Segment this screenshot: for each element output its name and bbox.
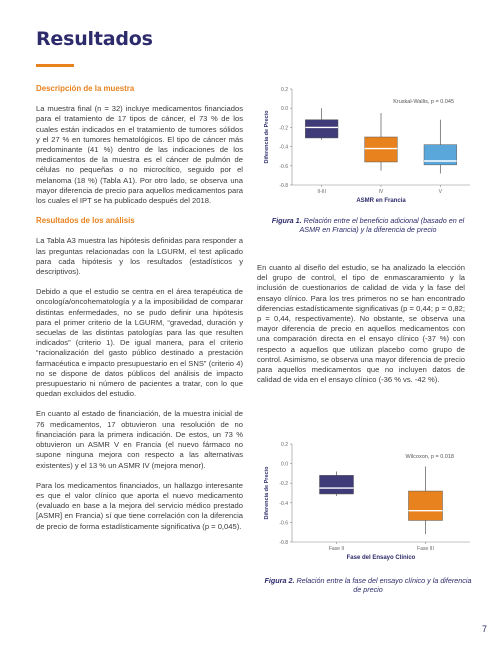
- box-fase-iii: [409, 491, 443, 520]
- y-axis-label: Diferencia de Precio: [264, 466, 270, 520]
- boxplot-asmr: [258, 83, 478, 213]
- x-tick-label: IV: [378, 189, 384, 195]
- box-iv: [365, 137, 398, 162]
- paragraph-sample: La muestra final (n = 32) incluye medicamentos financiados para el tratamiento de 17 tipos de cáncer, el 73 % de los cuales están indicados en el tratamiento de tumores sólidos y el 27 % en tumores hematológicos. El tipo de cáncer más predominante (41 %) dentro de las indicaciones de los medicamentos de la muestra es el cáncer de pulmón de células no pequeñas o no microcítico, seguido por el melanoma (18 %) (Tabla A1). Por otro lado, se observa una mayor diferencia de precio para aquellos medicamentos para los cuales el IPT se ha publicado después del 2018.: [36, 104, 243, 206]
- boxplot-phase: [258, 438, 478, 570]
- right-column: [257, 263, 465, 395]
- y-tick-label: 0.2: [281, 442, 288, 448]
- title-underline: [36, 64, 74, 67]
- y-tick-label: 0.0: [281, 461, 288, 468]
- box-fase-ii: [320, 475, 354, 494]
- y-tick-label: -0.6: [279, 163, 288, 170]
- figure-1-label: Figura 1.: [271, 216, 302, 225]
- box-v: [424, 145, 457, 165]
- y-tick-label: -0.8: [279, 183, 288, 189]
- paragraph-asmr: Para los medicamentos financiados, un hallazgo interesante es que el valor clínico que aporta el nuevo medicamento (evaluado en base a la mejora del servicio médico prestado [ASMR] en Francia) sí que tiene correlación con la diferencia de precio de forma estadísticamente significativa (p = 0,045).: [36, 480, 243, 531]
- page-title: Resultados: [36, 28, 153, 50]
- box-ii-iii: [305, 120, 338, 138]
- figure-1-caption: [262, 216, 474, 235]
- y-tick-label: -0.2: [279, 481, 288, 488]
- page-number: 7: [481, 624, 487, 634]
- y-tick-label: 0.0: [281, 106, 288, 113]
- paragraph-table-a3: La Tabla A3 muestra las hipótesis definidas para responder a las preguntas relacionadas con la LGURM, el test aplicado para cada hipótesis y los resultados (estadísticos y descriptivos).: [36, 236, 243, 277]
- left-column: [36, 84, 243, 542]
- x-tick-label: V: [438, 189, 443, 195]
- paragraph-criteria: Debido a que el estudio se centra en el área terapéutica de oncología/oncohematología y a la imposibilidad de comparar distintas enfermedades, no se pudo definir una hipótesis para el primer criterio de la LGURM, “gravedad, duración y secuelas de las distintas patologías para las que resulten indicados” (criterio 1). De igual manera, para el criterio “racionalización del gasto público destinado a prestación farmacéutica e impacto presupuestario en el SNS” (criterio 4) no se dispone de datos públicos del análisis de impacto presupuestario ni número de pacientes a tratar, con lo que quedan excluidos del estudio.: [36, 287, 243, 399]
- y-tick-label: -0.4: [279, 500, 288, 507]
- figure-1-caption-text: Relación entre el beneficio adicional (basado en el ASMR en Francia) y la diferencia de precio: [299, 216, 465, 235]
- figure-2-label: Figura 2.: [264, 576, 295, 585]
- paragraph-study-design: En cuanto al diseño del estudio, se ha analizado la elección del grupo de control, el tipo de enmascaramiento y la inclusión de cuestionarios de calidad de vida y la fase del ensayo clínico. Para los tres primeros no se han encontrado diferencias estadísticamente significativas (p = 0,44; p = 0,82; p = 0,44, respectivamente). No obstante, se observa una mayor diferencia de precio en aquellos medicamentos con una comparación directa en el ensayo clínico (-37 %) con respecto a aquellos que utilizan placebo como grupo de control. Asimismo, se observa una mayor diferencia de precio para aquellos medicamentos que no incluyen datos de calidad de vida en el ensayo clínico (-36 % vs. -42 %).: [257, 263, 465, 385]
- x-tick-label: II-III: [317, 189, 326, 195]
- y-tick-label: -0.6: [279, 520, 288, 527]
- section-heading-results: Resultados de los análisis: [36, 216, 135, 226]
- stat-annotation: Kruskal-Wallis, p = 0.045: [393, 99, 454, 105]
- y-tick-label: -0.4: [279, 144, 288, 151]
- x-tick-label: Fase II: [328, 546, 345, 552]
- stat-annotation: Wilcoxon, p = 0.018: [405, 454, 454, 460]
- y-tick-label: 0.2: [281, 87, 288, 93]
- figure-2-chart: [258, 438, 478, 570]
- section-heading-sample: Descripción de la muestra: [36, 84, 135, 93]
- x-axis-label: Fase del Ensayo Clínico: [346, 555, 416, 561]
- y-axis-label: Diferencia de Precio: [264, 110, 270, 164]
- figure-1-chart: [258, 83, 478, 213]
- figure-2-caption-text: Relación entre la fase del ensayo clínico y la diferencia de precio: [296, 576, 472, 595]
- y-tick-label: -0.8: [279, 540, 288, 546]
- x-axis-label: ASMR en Francia: [356, 198, 406, 204]
- figure-2-caption: [262, 576, 474, 595]
- y-tick-label: -0.2: [279, 125, 288, 132]
- paragraph-financing: En cuanto al estado de financiación, de la muestra inicial de 76 medicamentos, 17 obtuvieron una resolución de no financiación para la primera indicación. De estos, un 73 % obtuvieron un ASMR V en Francia (el nuevo fármaco no supone ninguna mejora con respecto a las alternativas existentes) y el 13 % un ASMR IV (mejora menor).: [36, 409, 243, 470]
- x-tick-label: Fase III: [417, 546, 434, 552]
